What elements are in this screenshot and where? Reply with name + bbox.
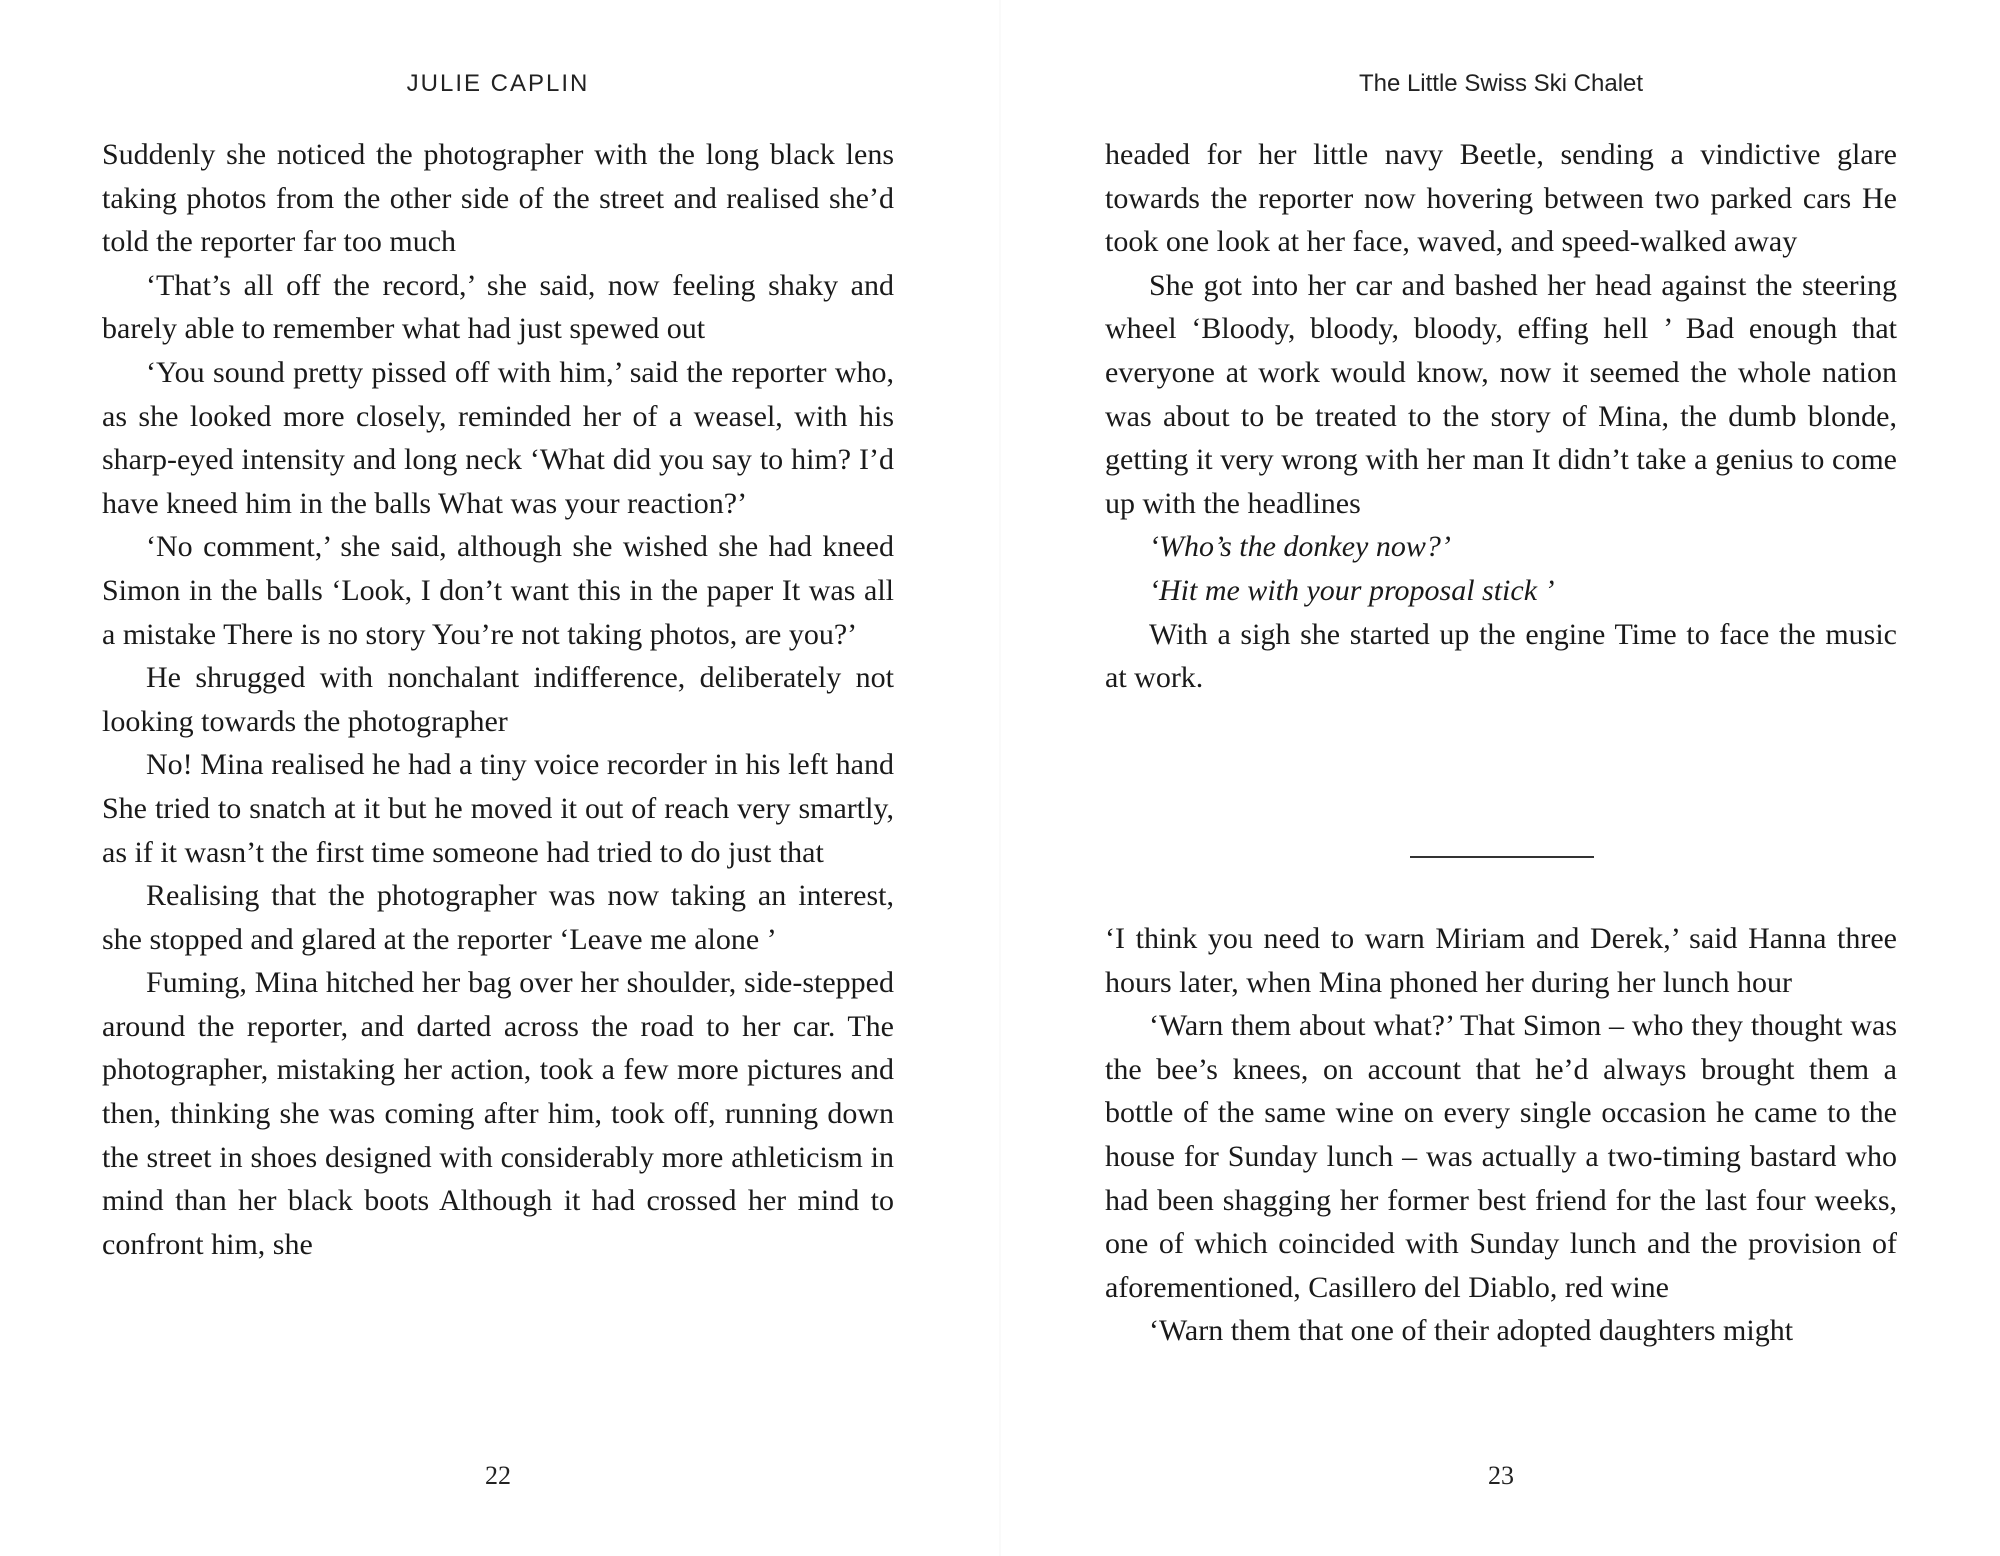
right-page-body-top [1105, 133, 1897, 700]
paragraph: She got into her car and bashed her head against the steering wheel ‘Bloody, bloody, bloody, effing hell ’ Bad enough that everyone at work would know, now it seemed the whole nation was about to be treated to the story of Mina, the dumb blonde, getting it very wrong with her man It didn’t take a genius to come up with the headlines [1105, 268, 1897, 520]
paragraph: ‘Warn them that one of their adopted daughters might [1149, 1314, 1794, 1348]
paragraph: ‘You sound pretty pissed off with him,’ said the reporter who, as she looked more closely, reminded her of a weasel, with his sharp-eyed intensity and long neck ‘What did you say to him? I’d have kneed him in the balls What was your reaction?’ [102, 355, 894, 520]
gutter-shadow [999, 0, 1001, 1556]
paragraph: He shrugged with nonchalant indifference, deliberately not looking towards the photographer [102, 661, 894, 738]
page-number: 23 [1488, 1461, 1514, 1490]
paragraph: Suddenly she noticed the photographer with the long black lens taking photos from the other side of the street and realised she’d told the reporter far too much [102, 138, 894, 259]
paragraph: ‘Warn them about what?’ That Simon – who they thought was the bee’s knees, on account that he’d always brought them a bottle of the same wine on every single occasion he came to the house for Sunday lunch – was actually a two-timing bastard who had been shagging her former best friend for the last four weeks, one of which coincided with Sunday lunch and the provision of aforementioned, Casillero del Diablo, red wine [1105, 1009, 1897, 1304]
paragraph-italic-headline: ‘Hit me with your proposal stick ’ [1149, 573, 1555, 607]
left-page-body [102, 133, 894, 1266]
running-head-title: The Little Swiss Ski Chalet [1358, 70, 1644, 97]
paragraph: Fuming, Mina hitched her bag over her shoulder, side-stepped around the reporter, and darted across the road to her car. The photographer, mistaking her action, took a few more pictures and then, thinking she was coming after him, took off, running down the street in shoes designed with considerably more athleticism in mind than her black boots Although it had crossed her mind to confront him, she [102, 966, 894, 1261]
paragraph: ‘That’s all off the record,’ she said, now feeling shaky and barely able to remember what had just spewed out [102, 268, 894, 346]
paragraph: ‘I think you need to warn Miriam and Derek,’ said Hanna three hours later, when Mina phoned her during her lunch hour [1105, 922, 1897, 999]
left-page [102, 0, 894, 1556]
paragraph: headed for her little navy Beetle, sending a vindictive glare towards the reporter now hovering between two parked cars He took one look at her face, waved, and speed-walked away [1105, 138, 1897, 259]
paragraph: With a sigh she started up the engine Time to face the music at work. [1105, 617, 1897, 695]
paragraph-italic-headline: ‘Who’s the donkey now?’ [1149, 530, 1451, 564]
paragraph: ‘No comment,’ she said, although she wished she had kneed Simon in the balls ‘Look, I don’t want this in the paper It was all a mistake There is no story You’re not taking photos, are you?’ [102, 530, 894, 651]
right-page [1105, 0, 1897, 1556]
right-page-body-bottom [1105, 917, 1897, 1353]
scene-break-rule [1410, 856, 1594, 858]
page-number: 22 [485, 1461, 511, 1490]
paragraph: No! Mina realised he had a tiny voice recorder in his left hand She tried to snatch at it but he moved it out of reach very smartly, as if it wasn’t the first time someone had tried to do just that [102, 748, 894, 869]
running-head-author: JULIE CAPLIN [406, 70, 590, 97]
paragraph: Realising that the photographer was now taking an interest, she stopped and glared at the reporter ‘Leave me alone ’ [102, 879, 894, 956]
